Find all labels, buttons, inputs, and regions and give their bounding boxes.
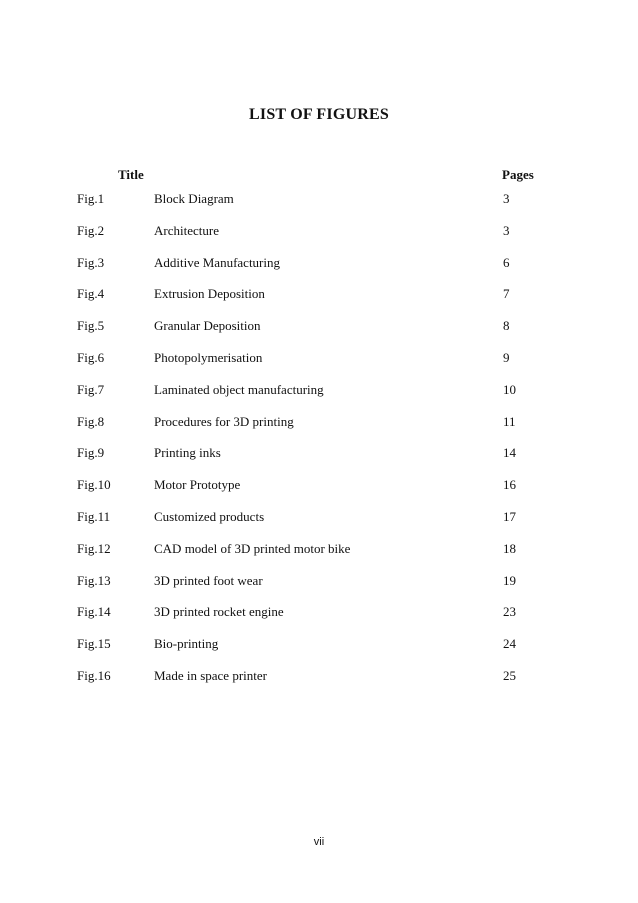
figure-page: 6 bbox=[503, 254, 510, 270]
figure-page: 14 bbox=[503, 445, 516, 461]
figure-number: Fig.3 bbox=[77, 254, 105, 270]
figure-page: 7 bbox=[503, 286, 510, 302]
figure-number: Fig.6 bbox=[77, 349, 105, 365]
figure-number: Fig.4 bbox=[77, 286, 105, 302]
figure-title: Laminated object manufacturing bbox=[154, 381, 324, 397]
figure-row bbox=[0, 445, 638, 477]
figure-page: 10 bbox=[503, 381, 516, 397]
figure-title: Printing inks bbox=[154, 445, 221, 461]
figure-row bbox=[0, 477, 638, 509]
figure-number: Fig.2 bbox=[77, 222, 105, 238]
figure-number: Fig.14 bbox=[77, 604, 111, 620]
figure-row bbox=[0, 541, 638, 573]
figure-number: Fig.15 bbox=[77, 636, 111, 652]
figure-title: Block Diagram bbox=[154, 191, 234, 206]
page-number: vii bbox=[313, 836, 325, 848]
figure-row bbox=[0, 573, 638, 605]
figure-page: 17 bbox=[503, 508, 516, 524]
figure-row bbox=[0, 382, 638, 414]
figure-title: Extrusion Deposition bbox=[154, 286, 265, 302]
figure-number: Fig.12 bbox=[77, 540, 111, 556]
figure-page: 11 bbox=[503, 413, 516, 429]
figure-page: 3 bbox=[503, 191, 510, 206]
figure-title: Granular Deposition bbox=[154, 318, 261, 334]
figure-number: Fig.5 bbox=[77, 318, 105, 334]
figure-title: CAD model of 3D printed motor bike bbox=[154, 540, 351, 556]
figure-page: 24 bbox=[503, 636, 516, 652]
figure-title: Motor Prototype bbox=[154, 477, 241, 493]
figure-number: Fig.13 bbox=[77, 572, 111, 588]
figure-page: 19 bbox=[503, 572, 516, 588]
figure-number: Fig.9 bbox=[77, 445, 105, 461]
figure-page: 18 bbox=[503, 540, 516, 556]
figure-title: Customized products bbox=[154, 508, 265, 524]
figure-row bbox=[0, 286, 638, 318]
figure-page: 3 bbox=[503, 222, 510, 238]
figure-number: Fig.11 bbox=[77, 508, 111, 524]
figure-title: Photopolymerisation bbox=[154, 349, 263, 365]
figure-row bbox=[0, 191, 638, 223]
figure-row bbox=[0, 350, 638, 382]
figure-row bbox=[0, 318, 638, 350]
figure-row bbox=[0, 668, 638, 700]
figure-number: Fig.7 bbox=[77, 381, 105, 397]
figure-number: Fig.8 bbox=[77, 413, 105, 429]
figure-title: 3D printed rocket engine bbox=[154, 604, 284, 620]
figure-title: Procedures for 3D printing bbox=[154, 413, 294, 429]
figure-title: 3D printed foot wear bbox=[154, 572, 263, 588]
figure-row bbox=[0, 223, 638, 255]
page-title: LIST OF FIGURES bbox=[249, 106, 389, 123]
figure-page: 16 bbox=[503, 477, 516, 493]
figure-page: 25 bbox=[503, 667, 516, 683]
figure-title: Made in space printer bbox=[154, 667, 267, 683]
figure-row bbox=[0, 604, 638, 636]
figure-title: Additive Manufacturing bbox=[154, 254, 280, 270]
figure-number: Fig.10 bbox=[77, 477, 111, 493]
title-column-header: Title bbox=[118, 167, 144, 182]
figure-row bbox=[0, 636, 638, 668]
pages-column-header: Pages bbox=[502, 167, 534, 182]
figure-row bbox=[0, 509, 638, 541]
figure-row bbox=[0, 414, 638, 446]
figure-page: 9 bbox=[503, 349, 510, 365]
figure-page: 8 bbox=[503, 318, 510, 334]
figure-row bbox=[0, 255, 638, 287]
figure-number: Fig.16 bbox=[77, 667, 111, 683]
figure-title: Bio-printing bbox=[154, 636, 219, 652]
figure-page: 23 bbox=[503, 604, 516, 620]
figure-list bbox=[0, 191, 638, 700]
figure-title: Architecture bbox=[154, 222, 219, 238]
figure-number: Fig.1 bbox=[77, 191, 105, 206]
